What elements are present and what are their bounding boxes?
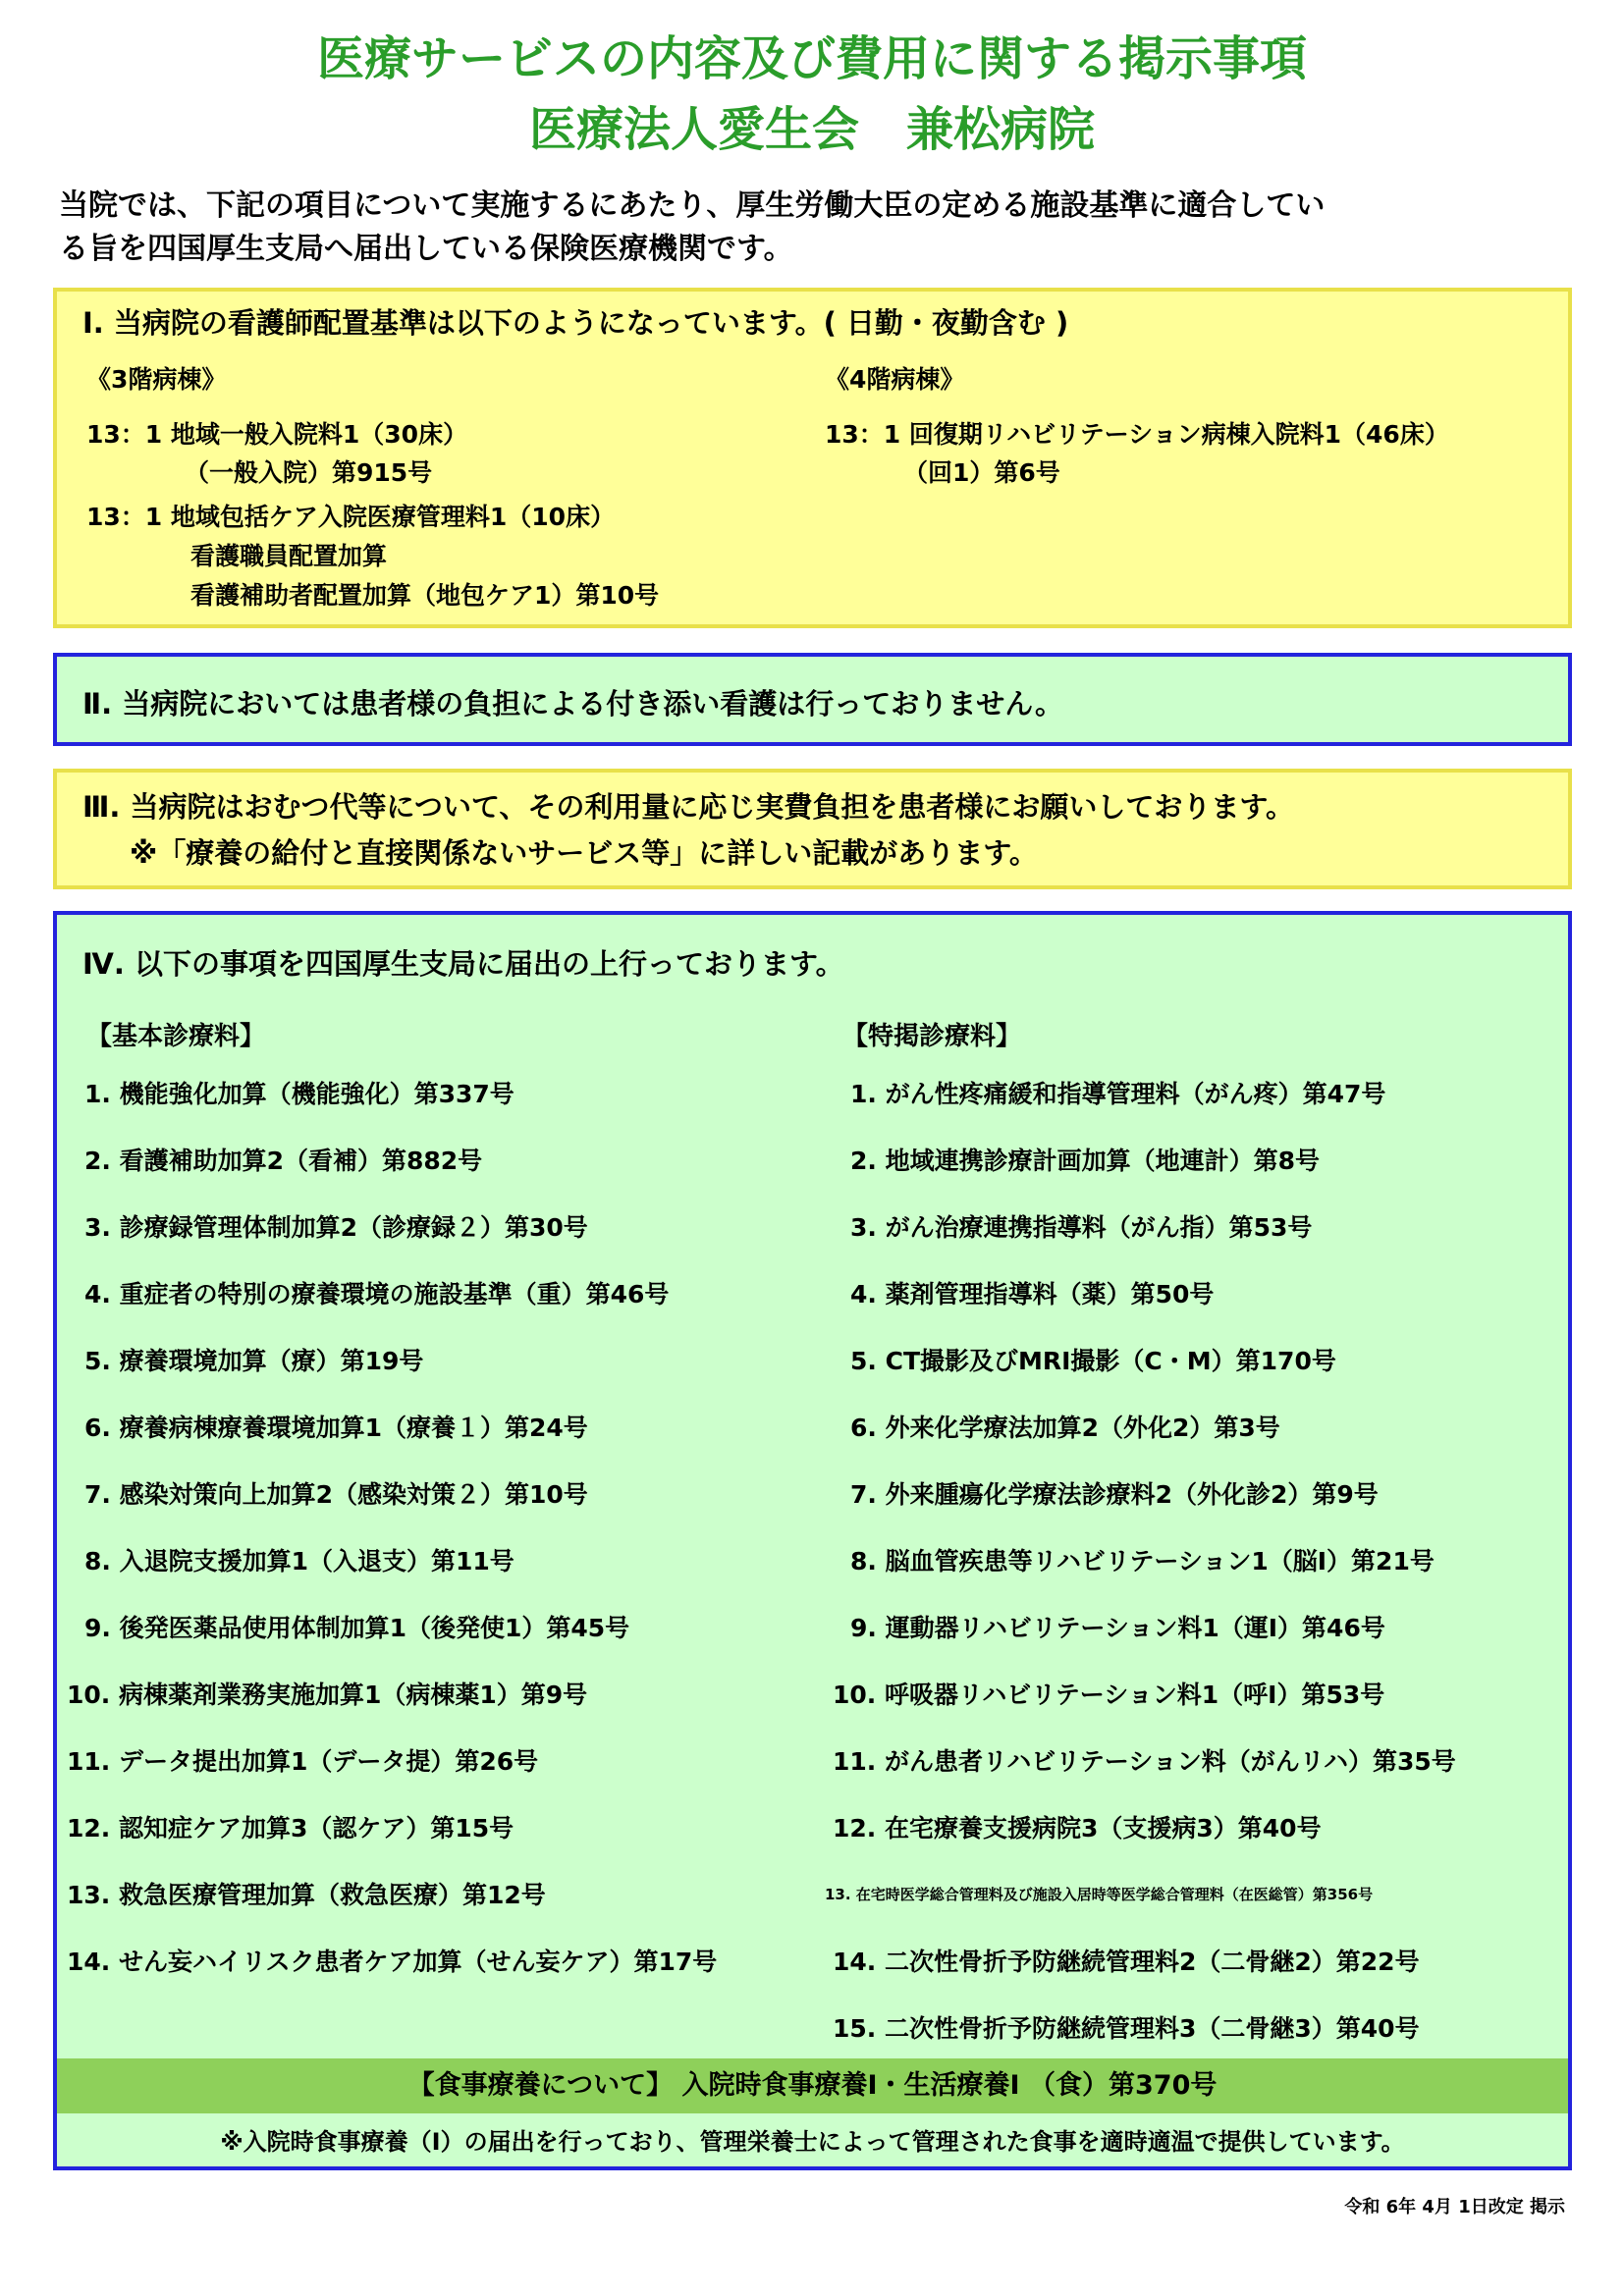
- special-item: 14. 二次性骨折予防継続管理料2（二骨継2）第22号: [833, 1948, 1420, 1976]
- special-item: 5. CT撮影及びMRI撮影（C・M）第170号: [850, 1347, 1336, 1375]
- special-item: 7. 外来腫瘍化学療法診療料2（外化診2）第9号: [850, 1480, 1379, 1509]
- basic-item: 5. 療養環境加算（療）第19号: [84, 1347, 424, 1375]
- section-2-heading: Ⅱ. 当病院においては患者様の負担による付き添い看護は行っておりません。: [82, 687, 1063, 721]
- special-item: 2. 地域連携診療計画加算（地連計）第8号: [850, 1147, 1320, 1175]
- special-item: 6. 外来化学療法加算2（外化2）第3号: [850, 1414, 1280, 1442]
- intro-text: [59, 185, 1591, 271]
- section-3-box: [53, 769, 1572, 889]
- special-item: 9. 運動器リハビリテーション料1（運Ⅰ）第46号: [850, 1614, 1385, 1642]
- basic-item: 2. 看護補助加算2（看補）第882号: [84, 1147, 483, 1175]
- special-item: 15. 二次性骨折予防継続管理料3（二骨継3）第40号: [833, 2014, 1420, 2043]
- basic-item: 11. データ提出加算1（データ提）第26号: [67, 1747, 539, 1776]
- ward-4f-title: 《4階病棟》: [825, 365, 965, 394]
- special-item: 4. 薬剤管理指導料（薬）第50号: [850, 1280, 1215, 1308]
- section-3-line-2: ※「療養の給付と直接関係ないサービス等」に詳しい記載があります。: [130, 836, 1038, 870]
- ward-3f-line: 看護補助者配置加算（地包ケア1）第10号: [190, 581, 660, 610]
- basic-item: 14. せん妄ハイリスク患者ケア加算（せん妄ケア）第17号: [67, 1948, 718, 1976]
- special-item: 13. 在宅時医学総合管理料及び施設入居時等医学総合管理料（在医総管）第356号: [825, 1886, 1374, 1903]
- intro-line-1: 当院では、下記の項目について実施するにあたり、厚生労働大臣の定める施設基準に適合してい: [59, 188, 1326, 223]
- section-3-line-1: Ⅲ. 当病院はおむつ代等について、その利用量に応じ実費負担を患者様にお願いしております。: [82, 790, 1295, 824]
- special-item: 1. がん性疼痛緩和指導管理料（がん疼）第47号: [850, 1080, 1386, 1108]
- ward-3f-line: 看護職員配置加算: [190, 542, 388, 570]
- ward-4f-line: （回1）第6号: [903, 458, 1060, 487]
- section-4-heading: Ⅳ. 以下の事項を四国厚生支局に届出の上行っております。: [82, 947, 844, 981]
- basic-item: 10. 病棟薬剤業務実施加算1（病棟薬1）第9号: [67, 1681, 588, 1709]
- ward-3f-line: 13：1 地域包括ケア入院医療管理料1（10床）: [86, 503, 616, 531]
- basic-fees-title: 【基本診療料】: [86, 1022, 266, 1051]
- special-fees-title: 【特掲診療料】: [842, 1022, 1022, 1051]
- special-item: 10. 呼吸器リハビリテーション料1（呼Ⅰ）第53号: [833, 1681, 1385, 1709]
- section-2-box: [53, 653, 1572, 746]
- ward-3f-line: （一般入院）第915号: [185, 458, 433, 487]
- section-1-heading: Ⅰ. 当病院の看護師配置基準は以下のようになっています。( 日勤・夜勤含む ): [82, 306, 1069, 340]
- intro-line-2: る旨を四国厚生支局へ届出している保険医療機関です。: [59, 232, 793, 266]
- special-item: 12. 在宅療養支援病院3（支援病3）第40号: [833, 1814, 1322, 1842]
- basic-item: 4. 重症者の特別の療養環境の施設基準（重）第46号: [84, 1280, 670, 1308]
- ward-3f-line: 13：1 地域一般入院料1（30床）: [86, 420, 468, 449]
- basic-item: 12. 認知症ケア加算3（認ケア）第15号: [67, 1814, 514, 1842]
- ward-3f-title: 《3階病棟》: [86, 365, 227, 394]
- ward-4f-line: 13：1 回復期リハビリテーション病棟入院料1（46床）: [825, 420, 1449, 449]
- basic-item: 7. 感染対策向上加算2（感染対策２）第10号: [84, 1480, 588, 1509]
- basic-item: 13. 救急医療管理加算（救急医療）第12号: [67, 1881, 546, 1909]
- hospital-name: 医療法人愛生会 兼松病院: [528, 102, 1095, 157]
- basic-item: 9. 後発医薬品使用体制加算1（後発使1）第45号: [84, 1614, 630, 1642]
- meal-therapy-note: ※入院時食事療養（Ⅰ）の届出を行っており、管理栄養士によって管理された食事を適時適温で提供しています。: [220, 2128, 1405, 2156]
- page-title: 医療サービスの内容及び費用に関する掲示事項: [316, 31, 1307, 86]
- special-item: 11. がん患者リハビリテーション料（がんリハ）第35号: [833, 1747, 1456, 1776]
- revision-date: 令和 6年 4月 1日改定 掲示: [1344, 2197, 1565, 2217]
- special-item: 3. がん治療連携指導料（がん指）第53号: [850, 1213, 1313, 1242]
- special-item: 8. 脳血管疾患等リハビリテーション1（脳Ⅰ）第21号: [850, 1547, 1435, 1575]
- basic-item: 3. 診療録管理体制加算2（診療録２）第30号: [84, 1213, 588, 1242]
- section-4-box: [53, 911, 1572, 2170]
- basic-item: 8. 入退院支援加算1（入退支）第11号: [84, 1547, 514, 1575]
- basic-item: 6. 療養病棟療養環境加算1（療養１）第24号: [84, 1414, 588, 1442]
- section-1-box: [53, 288, 1572, 628]
- meal-therapy-bar: 【食事療養について】 入院時食事療養Ⅰ・生活療養Ⅰ （食）第370号: [57, 2058, 1568, 2113]
- basic-item: 1. 機能強化加算（機能強化）第337号: [84, 1080, 514, 1108]
